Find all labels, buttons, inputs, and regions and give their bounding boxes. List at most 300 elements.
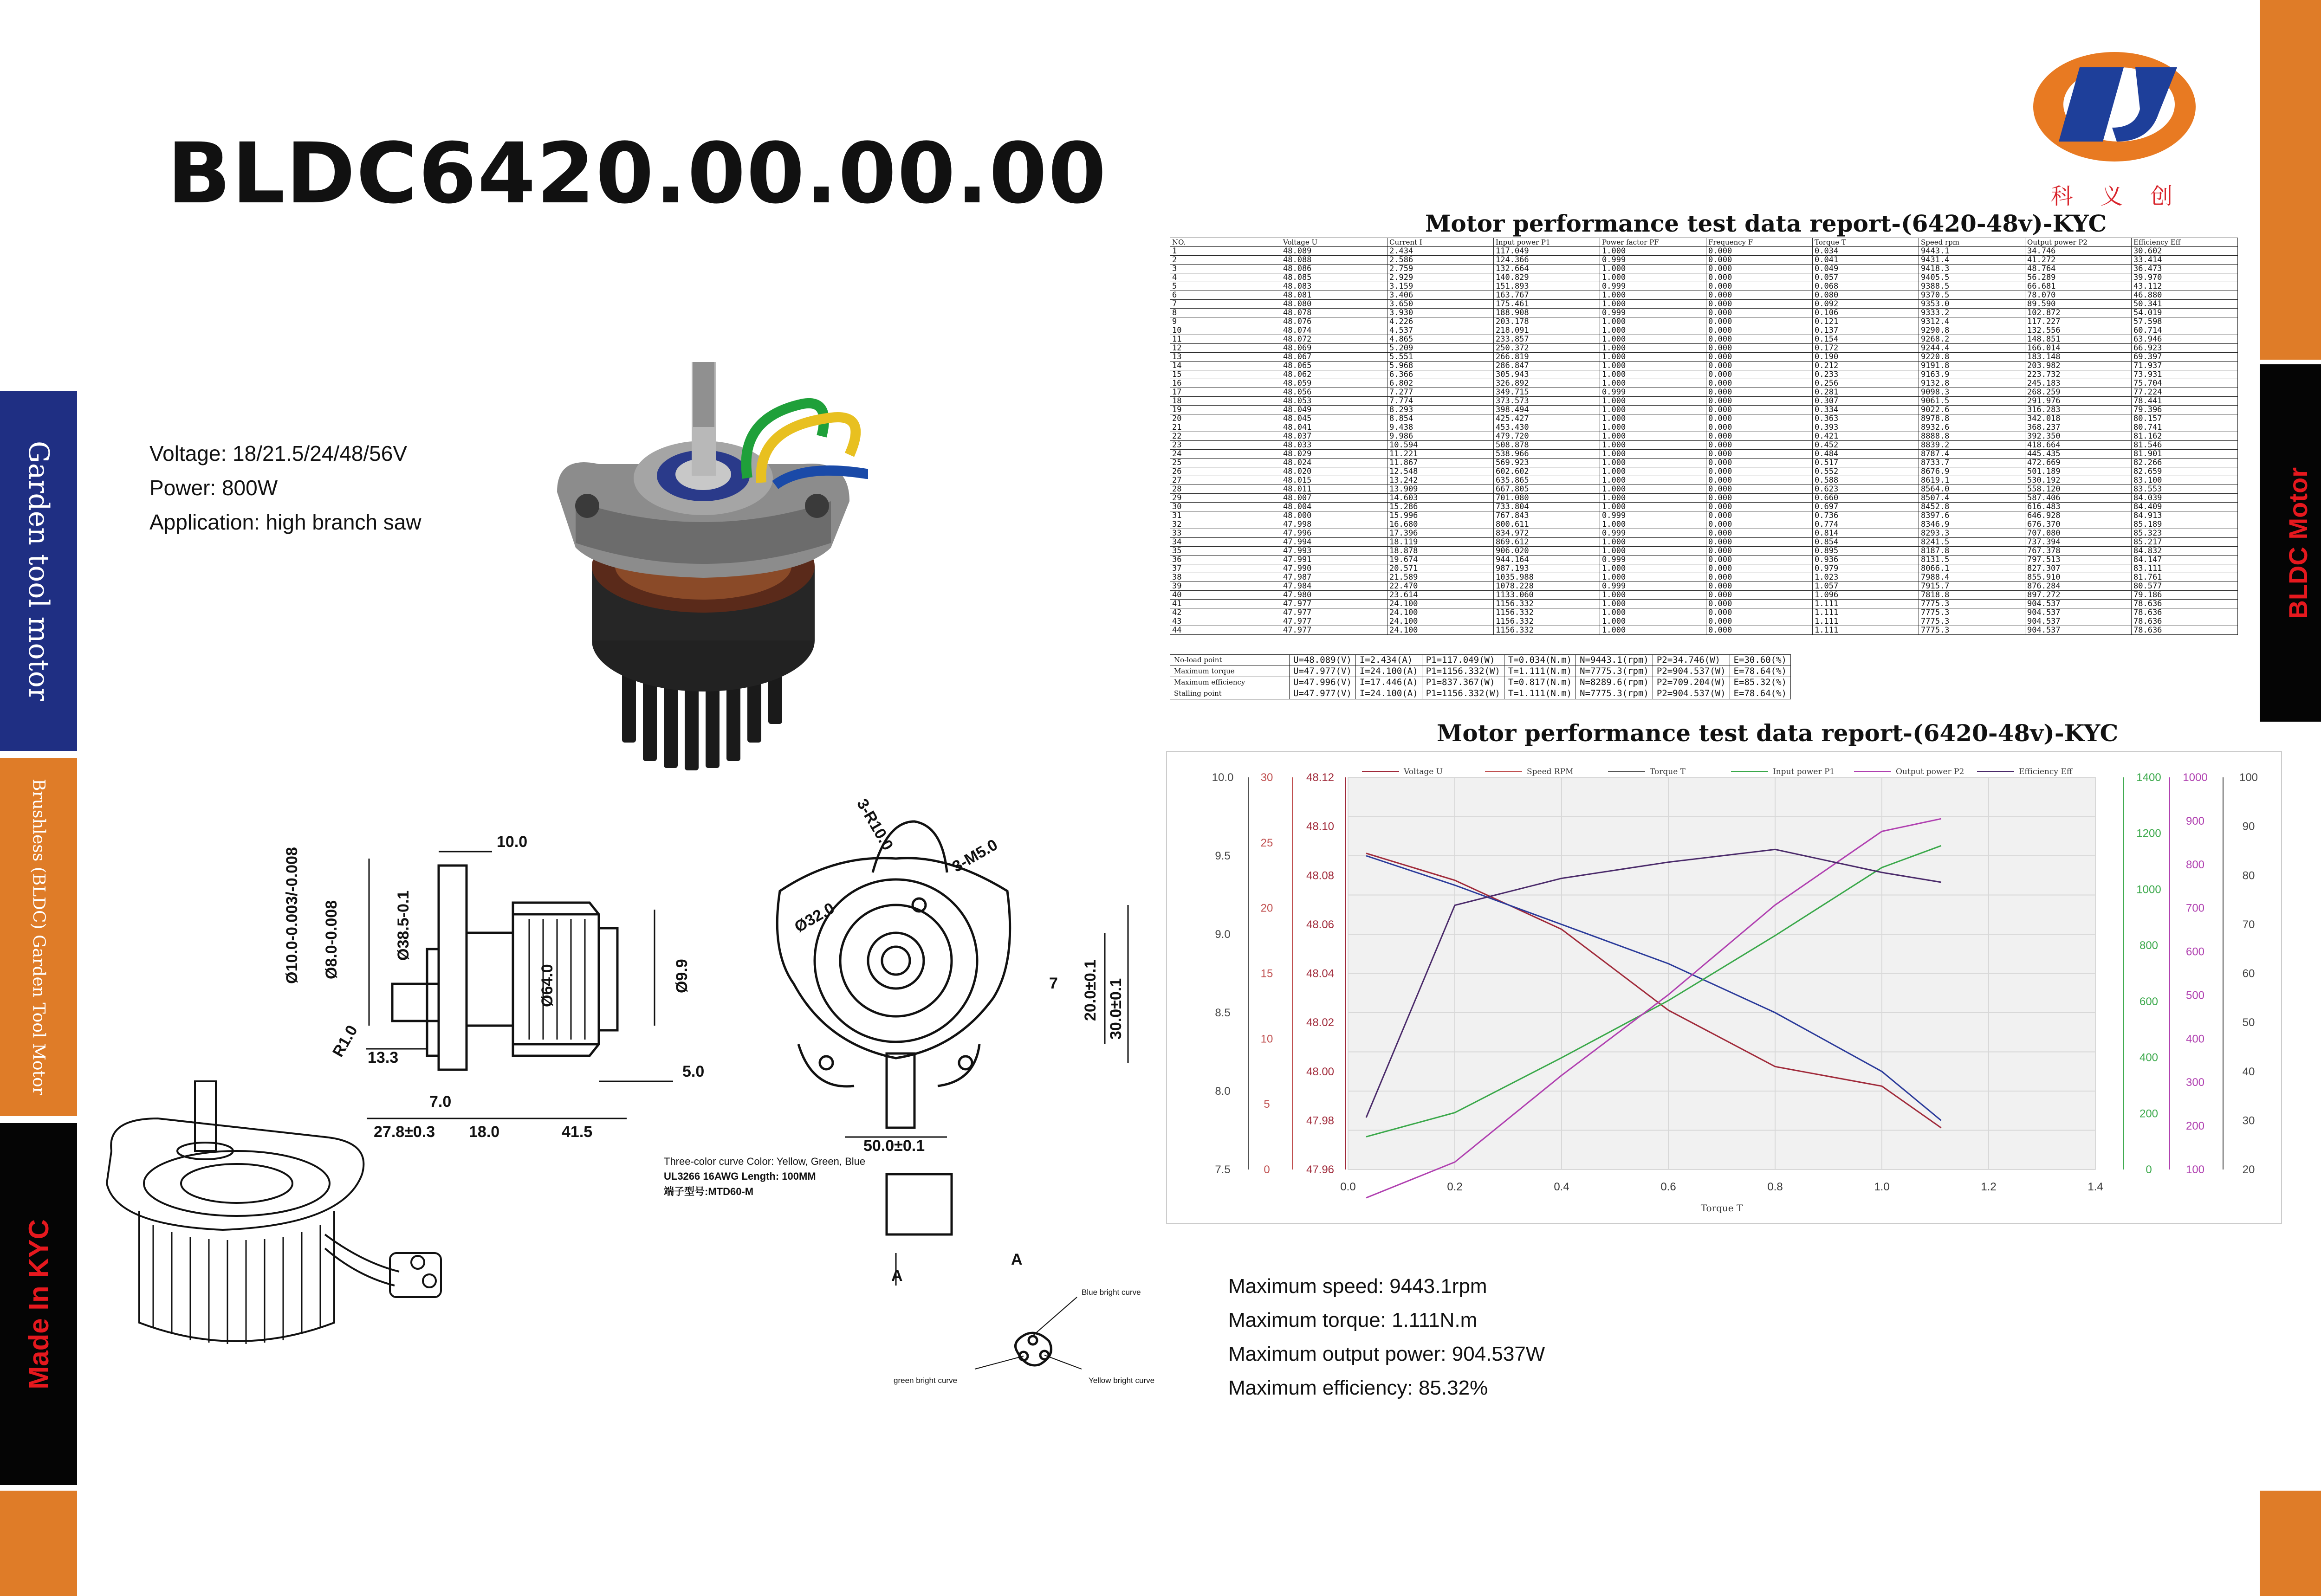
max-efficiency: Maximum efficiency: 85.32% (1228, 1376, 1488, 1399)
table-cell: 479.720 (1494, 432, 1600, 441)
table-cell: 48.056 (1281, 388, 1387, 397)
table-cell: 24.100 (1387, 626, 1494, 635)
table-row (1170, 362, 2238, 370)
table-cell: 117.049 (1494, 247, 1600, 256)
axis-tick-label: 48.06 (1306, 918, 1335, 931)
table-row (1170, 247, 2238, 256)
table-cell: 73.931 (2132, 370, 2238, 379)
table-cell: 342.018 (2025, 414, 2132, 423)
summary-cell: N=7775.3(rpm) (1576, 688, 1653, 699)
axis-tick-label: 700 (2185, 902, 2205, 915)
table-header-cell: NO. (1170, 238, 1281, 247)
table-cell: 48.045 (1281, 414, 1387, 423)
axis-tick-label: 60 (2242, 967, 2255, 980)
table-cell: 14 (1170, 362, 1281, 370)
table-cell: 501.189 (2025, 467, 2132, 476)
table-cell: 28 (1170, 485, 1281, 494)
table-cell: 392.350 (2025, 432, 2132, 441)
table-cell: 18.878 (1387, 547, 1494, 556)
table-cell: 47.977 (1281, 617, 1387, 626)
axis-tick-label: 9.5 (1215, 850, 1231, 862)
table-cell: 733.804 (1494, 503, 1600, 511)
table-cell: 8619.1 (1919, 476, 2025, 485)
table-cell: 9333.2 (1919, 309, 2025, 317)
spec-application: Application: high branch saw (149, 510, 421, 534)
table-cell: 2.434 (1387, 247, 1494, 256)
table-cell: 30.602 (2132, 247, 2238, 256)
summary-table (1170, 654, 1791, 699)
table-cell: 398.494 (1494, 406, 1600, 414)
spec-power: Power: 800W (149, 476, 278, 500)
table-cell: 0.000 (1706, 608, 1813, 617)
table-cell: 44 (1170, 626, 1281, 635)
table-cell: 326.892 (1494, 379, 1600, 388)
table-cell: 10.594 (1387, 441, 1494, 450)
table-cell: 78.441 (2132, 397, 2238, 406)
table-cell: 286.847 (1494, 362, 1600, 370)
table-row (1170, 397, 2238, 406)
table-row (1170, 511, 2238, 520)
table-cell: 0.041 (1813, 256, 1919, 265)
table-cell: 0.000 (1706, 503, 1813, 511)
max-speed: Maximum speed: 9443.1rpm (1228, 1275, 1487, 1298)
table-cell: 47.996 (1281, 529, 1387, 538)
table-cell: 9370.5 (1919, 291, 2025, 300)
table-cell: 10 (1170, 326, 1281, 335)
table-cell: 1.000 (1600, 432, 1706, 441)
table-cell: 1.000 (1600, 591, 1706, 600)
table-cell: 8066.1 (1919, 564, 2025, 573)
table-cell: 77.224 (2132, 388, 2238, 397)
table-cell: 2.929 (1387, 273, 1494, 282)
axis-tick-label: 400 (2185, 1033, 2205, 1046)
table-cell: 36 (1170, 556, 1281, 564)
x-tick-label: 0.6 (1660, 1181, 1676, 1193)
summary-table-wrap (1170, 654, 1791, 699)
table-cell: 9163.9 (1919, 370, 2025, 379)
cable-note-2: UL3266 16AWG Length: 100MM (664, 1170, 816, 1182)
table-cell: 8676.9 (1919, 467, 2025, 476)
axis-tick-label: 800 (2139, 939, 2159, 952)
table-cell: 0.623 (1813, 485, 1919, 494)
table-cell: 83.111 (2132, 564, 2238, 573)
table-cell: 0.999 (1600, 282, 1706, 291)
table-cell: 102.872 (2025, 309, 2132, 317)
table-cell: 316.283 (2025, 406, 2132, 414)
table-cell: 1.000 (1600, 485, 1706, 494)
axis-tick-label: 400 (2139, 1051, 2159, 1064)
axis-tick-label: 8.5 (1215, 1007, 1231, 1019)
table-cell: 0.190 (1813, 353, 1919, 362)
table-cell: 0.000 (1706, 511, 1813, 520)
table-row (1170, 344, 2238, 353)
curve-label-yellow: Yellow bright curve (1089, 1376, 1155, 1385)
table-cell: 767.843 (1494, 511, 1600, 520)
table-cell: 0.999 (1600, 256, 1706, 265)
axis-tick-label: 600 (2185, 945, 2205, 958)
table-cell: 0.000 (1706, 309, 1813, 317)
table-cell: 897.272 (2025, 591, 2132, 600)
summary-cell: I=24.100(A) (1355, 666, 1422, 677)
x-tick-label: 0.0 (1340, 1181, 1356, 1193)
table-row (1170, 335, 2238, 344)
legend-label: Voltage U (1404, 767, 1443, 776)
table-cell: 3.930 (1387, 309, 1494, 317)
table-cell: 203.982 (2025, 362, 2132, 370)
table-cell: 0.000 (1706, 353, 1813, 362)
table-row (1170, 600, 2238, 608)
table-cell: 22.470 (1387, 582, 1494, 591)
max-values (1228, 1269, 1545, 1405)
max-torque: Maximum torque: 1.111N.m (1228, 1309, 1478, 1331)
table-cell: 81.901 (2132, 450, 2238, 459)
table-cell: 0.080 (1813, 291, 1919, 300)
table-cell: 0.000 (1706, 379, 1813, 388)
summary-cell: I=2.434(A) (1355, 655, 1422, 666)
table-cell: 48.000 (1281, 511, 1387, 520)
dim-label-15: 3-M5.0 (949, 836, 1001, 876)
table-cell: 602.602 (1494, 467, 1600, 476)
table-row (1170, 556, 2238, 564)
table-cell: 66.681 (2025, 282, 2132, 291)
axis-tick-label: 50 (2242, 1016, 2255, 1029)
table-cell: 0.999 (1600, 388, 1706, 397)
table-cell: 24.100 (1387, 617, 1494, 626)
table-cell: 48.020 (1281, 467, 1387, 476)
table-cell: 1.000 (1600, 300, 1706, 309)
table-cell: 19 (1170, 406, 1281, 414)
table-cell: 18 (1170, 397, 1281, 406)
x-tick-label: 0.2 (1447, 1181, 1463, 1193)
table-cell: 587.406 (2025, 494, 2132, 503)
table-cell: 569.923 (1494, 459, 1600, 467)
table-cell: 81.761 (2132, 573, 2238, 582)
performance-chart (1166, 751, 2282, 1224)
axis-tick-label: 90 (2242, 820, 2255, 833)
table-row (1170, 414, 2238, 423)
table-row (1170, 388, 2238, 397)
table-cell: 0.000 (1706, 494, 1813, 503)
table-cell: 48.764 (2025, 265, 2132, 273)
table-cell: 48.011 (1281, 485, 1387, 494)
table-cell: 0.057 (1813, 273, 1919, 282)
performance-table-wrap (1170, 238, 2238, 635)
table-cell: 1133.060 (1494, 591, 1600, 600)
summary-cell: P2=709.204(W) (1653, 677, 1730, 688)
table-cell: 1.057 (1813, 582, 1919, 591)
table-cell: 71.937 (2132, 362, 2238, 370)
table-cell: 0.000 (1706, 529, 1813, 538)
table-cell: 1.000 (1600, 397, 1706, 406)
axis-tick-label: 8.0 (1215, 1085, 1231, 1098)
summary-cell: Stalling point (1170, 688, 1290, 699)
table-cell: 904.537 (2025, 608, 2132, 617)
axis-tick-label: 1200 (2136, 827, 2161, 840)
table-cell: 47.984 (1281, 582, 1387, 591)
summary-cell: P1=1156.332(W) (1422, 666, 1504, 677)
table-cell: 0.000 (1706, 582, 1813, 591)
technical-drawing-svg (84, 766, 1160, 1425)
axis-tick-label: 500 (2185, 989, 2205, 1002)
axis-tick-label: 15 (1260, 967, 1273, 980)
table-cell: 8733.7 (1919, 459, 2025, 467)
table-cell: 13 (1170, 353, 1281, 362)
table-cell: 250.372 (1494, 344, 1600, 353)
table-cell: 676.370 (2025, 520, 2132, 529)
summary-cell: N=7775.3(rpm) (1576, 666, 1653, 677)
table-cell: 56.289 (2025, 273, 2132, 282)
table-cell: 54.019 (2132, 309, 2238, 317)
table-cell: 530.192 (2025, 476, 2132, 485)
table-cell: 616.483 (2025, 503, 2132, 511)
table-row (1170, 406, 2238, 414)
table-cell: 1.000 (1600, 291, 1706, 300)
table-cell: 8888.8 (1919, 432, 2025, 441)
technical-drawing (84, 766, 1160, 1425)
table-row (1170, 309, 2238, 317)
table-cell: 48.004 (1281, 503, 1387, 511)
table-cell: 5.551 (1387, 353, 1494, 362)
dim-label-2: Ø38.5-0.1 (395, 890, 412, 961)
table-cell: 82.266 (2132, 459, 2238, 467)
table-cell: 0.452 (1813, 441, 1919, 450)
table-cell: 9443.1 (1919, 247, 2025, 256)
table-cell: 0.281 (1813, 388, 1919, 397)
table-cell: 0.854 (1813, 538, 1919, 547)
dim-label-20: 50.0±0.1 (863, 1137, 925, 1155)
table-cell: 1.000 (1600, 362, 1706, 370)
dim-label-8: 27.8±0.3 (374, 1123, 435, 1141)
logo-text: 科 义 创 (2050, 183, 2183, 209)
summary-cell: Maximum torque (1170, 666, 1290, 677)
x-axis-label: Torque T (1700, 1202, 1743, 1214)
legend-label: Torque T (1650, 767, 1686, 776)
table-cell: 1.000 (1600, 467, 1706, 476)
table-cell: 20.571 (1387, 564, 1494, 573)
table-row (1170, 432, 2238, 441)
table-cell: 0.154 (1813, 335, 1919, 344)
table-row (1170, 467, 2238, 476)
table-cell: 48.015 (1281, 476, 1387, 485)
table-cell: 24.100 (1387, 608, 1494, 617)
table-cell: 41 (1170, 600, 1281, 608)
table-cell: 1.023 (1813, 573, 1919, 582)
table-cell: 1.000 (1600, 247, 1706, 256)
dim-label-7: 7.0 (429, 1093, 452, 1111)
dim-label-22: A (1011, 1251, 1023, 1268)
table-cell: 3.650 (1387, 300, 1494, 309)
table-cell: 8932.6 (1919, 423, 2025, 432)
dim-label-13: 5.0 (682, 1063, 705, 1080)
table-cell: 0.121 (1813, 317, 1919, 326)
table-cell: 1156.332 (1494, 626, 1600, 635)
right-tab-bldc (2260, 364, 2321, 722)
table-cell: 1.000 (1600, 494, 1706, 503)
summary-row (1170, 688, 1791, 699)
table-cell: 39 (1170, 582, 1281, 591)
table-cell: 78.636 (2132, 600, 2238, 608)
table-row (1170, 520, 2238, 529)
table-cell: 151.893 (1494, 282, 1600, 291)
axis-tick-label: 100 (2185, 1163, 2205, 1176)
table-cell: 9098.3 (1919, 388, 2025, 397)
table-cell: 0.000 (1706, 600, 1813, 608)
table-header-cell: Current I (1387, 238, 1494, 247)
table-cell: 4 (1170, 273, 1281, 282)
table-cell: 48.088 (1281, 256, 1387, 265)
summary-cell: N=8289.6(rpm) (1576, 677, 1653, 688)
table-cell: 1.111 (1813, 600, 1919, 608)
table-cell: 0.421 (1813, 432, 1919, 441)
summary-cell: P1=837.367(W) (1422, 677, 1504, 688)
table-cell: 3 (1170, 265, 1281, 273)
table-cell: 8978.8 (1919, 414, 2025, 423)
summary-cell: T=0.817(N.m) (1504, 677, 1575, 688)
axis-tick-label: 48.00 (1306, 1065, 1335, 1078)
table-cell: 82.659 (2132, 467, 2238, 476)
axis-tick-label: 200 (2185, 1120, 2205, 1133)
table-cell: 40 (1170, 591, 1281, 600)
dim-label-3: Ø10.0-0.003/-0.008 (283, 847, 301, 984)
table-cell: 9132.8 (1919, 379, 2025, 388)
table-cell: 41.272 (2025, 256, 2132, 265)
axis-tick-label: 1000 (2183, 771, 2208, 784)
table-header-cell: Torque T (1813, 238, 1919, 247)
table-row (1170, 256, 2238, 265)
table-cell: 47.977 (1281, 626, 1387, 635)
table-cell: 1156.332 (1494, 608, 1600, 617)
x-tick-label: 0.4 (1554, 1181, 1569, 1193)
axis-tick-label: 9.0 (1215, 928, 1231, 941)
dim-label-9: 18.0 (469, 1123, 500, 1141)
table-cell: 11.221 (1387, 450, 1494, 459)
table-cell: 0.233 (1813, 370, 1919, 379)
table-cell: 26 (1170, 467, 1281, 476)
max-output-power: Maximum output power: 904.537W (1228, 1343, 1545, 1365)
table-cell: 0.000 (1706, 300, 1813, 309)
table-cell: 0.000 (1706, 282, 1813, 291)
table-cell: 1.000 (1600, 423, 1706, 432)
dim-label-1: 10.0 (497, 833, 528, 851)
table-cell: 1.111 (1813, 617, 1919, 626)
x-tick-label: 0.8 (1767, 1181, 1783, 1193)
axis-tick-label: 20 (1260, 902, 1273, 915)
table-cell: 83.553 (2132, 485, 2238, 494)
table-cell: 31 (1170, 511, 1281, 520)
table-cell: 5.209 (1387, 344, 1494, 353)
table-cell: 48.062 (1281, 370, 1387, 379)
table-cell: 14.603 (1387, 494, 1494, 503)
table-cell: 203.178 (1494, 317, 1600, 326)
table-cell: 9268.2 (1919, 335, 2025, 344)
table-cell: 8564.0 (1919, 485, 2025, 494)
summary-cell: U=47.977(V) (1290, 666, 1356, 677)
table-cell: 7.774 (1387, 397, 1494, 406)
table-cell: 21 (1170, 423, 1281, 432)
table-cell: 0.999 (1600, 529, 1706, 538)
table-cell: 0.000 (1706, 256, 1813, 265)
table-cell: 0.000 (1706, 388, 1813, 397)
table-cell: 47.993 (1281, 547, 1387, 556)
table-cell: 0.660 (1813, 494, 1919, 503)
table-cell: 16 (1170, 379, 1281, 388)
table-cell: 15 (1170, 370, 1281, 379)
table-cell: 48.059 (1281, 379, 1387, 388)
table-cell: 906.020 (1494, 547, 1600, 556)
table-cell: 47.980 (1281, 591, 1387, 600)
table-row (1170, 441, 2238, 450)
axis-tick-label: 0 (1264, 1163, 1270, 1176)
table-cell: 1.000 (1600, 353, 1706, 362)
table-cell: 18.119 (1387, 538, 1494, 547)
table-row (1170, 538, 2238, 547)
table-cell: 1156.332 (1494, 617, 1600, 626)
table-cell: 425.427 (1494, 414, 1600, 423)
dim-label-6: 13.3 (368, 1049, 399, 1066)
table-cell: 0.000 (1706, 538, 1813, 547)
table-cell: 0.212 (1813, 362, 1919, 370)
table-cell: 0.697 (1813, 503, 1919, 511)
table-cell: 1.000 (1600, 450, 1706, 459)
summary-cell: T=0.034(N.m) (1504, 655, 1575, 666)
table-cell: 0.814 (1813, 529, 1919, 538)
table-cell: 48.041 (1281, 423, 1387, 432)
table-cell: 667.805 (1494, 485, 1600, 494)
table-cell: 0.363 (1813, 414, 1919, 423)
table-cell: 25 (1170, 459, 1281, 467)
table-cell: 7775.3 (1919, 626, 2025, 635)
table-cell: 84.913 (2132, 511, 2238, 520)
table-cell: 2 (1170, 256, 1281, 265)
table-cell: 268.259 (2025, 388, 2132, 397)
table-cell: 1.000 (1600, 335, 1706, 344)
table-cell: 43.112 (2132, 282, 2238, 291)
table-cell: 1.000 (1600, 379, 1706, 388)
table-cell: 47.977 (1281, 600, 1387, 608)
table-cell: 266.819 (1494, 353, 1600, 362)
table-cell: 0.000 (1706, 370, 1813, 379)
table-cell: 11.867 (1387, 459, 1494, 467)
table-cell: 78.636 (2132, 617, 2238, 626)
table-cell: 0.000 (1706, 573, 1813, 582)
table-cell: 23.614 (1387, 591, 1494, 600)
table-cell: 78.070 (2025, 291, 2132, 300)
table-header-cell: Output power P2 (2025, 238, 2132, 247)
table-cell: 8787.4 (1919, 450, 2025, 459)
table-cell: 0.000 (1706, 247, 1813, 256)
right-tab-bldc-label: BLDC Motor (2283, 467, 2313, 619)
table-cell: 223.732 (2025, 370, 2132, 379)
summary-row (1170, 655, 1791, 666)
table-cell: 4.537 (1387, 326, 1494, 335)
table-cell: 1156.332 (1494, 600, 1600, 608)
table-cell: 558.120 (2025, 485, 2132, 494)
table-cell: 3.159 (1387, 282, 1494, 291)
table-row (1170, 485, 2238, 494)
summary-cell: U=47.977(V) (1290, 688, 1356, 699)
table-cell: 0.172 (1813, 344, 1919, 353)
table-cell: 2.586 (1387, 256, 1494, 265)
table-row (1170, 423, 2238, 432)
table-cell: 48.049 (1281, 406, 1387, 414)
table-cell: 47.977 (1281, 608, 1387, 617)
table-cell: 0.000 (1706, 432, 1813, 441)
dim-label-14: 3-R10.0 (853, 796, 897, 853)
table-cell: 80.741 (2132, 423, 2238, 432)
table-cell: 218.091 (1494, 326, 1600, 335)
table-cell: 4.226 (1387, 317, 1494, 326)
dim-label-12: Ø9.9 (673, 959, 691, 993)
